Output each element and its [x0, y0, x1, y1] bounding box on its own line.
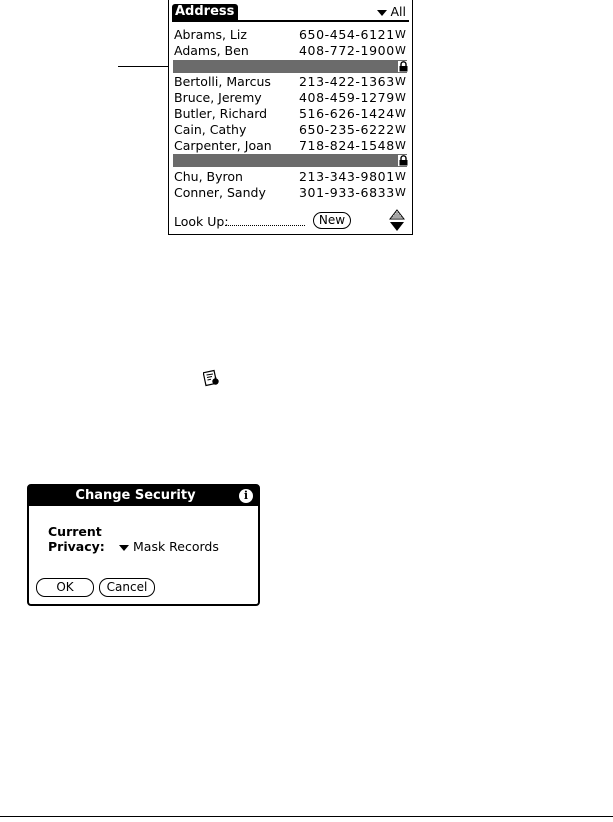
phone-type: W [395, 75, 406, 89]
address-row[interactable] [173, 27, 407, 43]
address-row[interactable] [173, 74, 407, 90]
address-row[interactable] [173, 169, 407, 185]
dropdown-triangle-icon [377, 10, 387, 16]
address-titlebar [172, 4, 409, 22]
contact-name: Bruce, Jeremy [174, 90, 262, 106]
lookup-input[interactable] [225, 225, 305, 226]
phone-type: W [395, 170, 406, 184]
contact-name: Abrams, Liz [174, 27, 247, 42]
callout-line [118, 66, 169, 67]
privacy-value: Mask Records [133, 539, 219, 554]
address-list [173, 27, 407, 201]
privacy-picker[interactable] [119, 539, 219, 554]
contact-phone: 213-343-9801 [299, 169, 395, 185]
new-button[interactable]: New [313, 212, 351, 229]
dialog-titlebar [29, 486, 258, 506]
category-value: All [390, 4, 406, 19]
contact-phone: 516-626-1424 [299, 105, 395, 121]
app-title: Address [172, 4, 238, 20]
privacy-label: Privacy: [48, 539, 105, 554]
contact-phone: 408-772-1900 [299, 42, 395, 58]
address-row[interactable] [173, 185, 407, 201]
address-row[interactable] [173, 43, 407, 59]
dialog-title: Change Security [75, 488, 196, 503]
lock-icon [398, 155, 409, 166]
contact-phone: 301-933-6833 [299, 184, 395, 200]
phone-type: W [395, 185, 406, 199]
address-row[interactable] [173, 90, 407, 106]
category-picker[interactable] [377, 4, 407, 20]
address-row[interactable] [173, 122, 407, 138]
page-bottom-rule [0, 816, 613, 817]
contact-phone: 718-824-1548 [299, 137, 395, 153]
scroll-arrows-icon[interactable] [389, 209, 405, 233]
masked-record-row[interactable] [173, 60, 407, 73]
contact-phone: 213-422-1363 [299, 74, 395, 90]
cancel-button[interactable]: Cancel [99, 578, 155, 597]
phone-type: W [395, 122, 406, 136]
dropdown-triangle-icon [119, 545, 129, 551]
change-security-dialog [27, 484, 260, 606]
security-icon[interactable] [203, 369, 219, 387]
contact-name: Chu, Byron [174, 169, 243, 185]
phone-type: W [395, 91, 406, 105]
contact-name: Butler, Richard [174, 105, 268, 121]
lookup-label: Look Up: [174, 214, 229, 229]
address-list-screen [168, 0, 413, 235]
ok-button[interactable]: OK [36, 578, 94, 597]
phone-type: W [395, 106, 406, 120]
contact-phone: 408-459-1279 [299, 90, 395, 106]
current-label: Current [48, 524, 102, 539]
phone-type: W [395, 28, 406, 41]
contact-name: Carpenter, Joan [174, 137, 272, 153]
contact-phone: 650-235-6222 [299, 121, 395, 137]
address-row[interactable] [173, 106, 407, 122]
contact-name: Adams, Ben [174, 42, 249, 58]
info-icon[interactable]: i [239, 489, 253, 503]
address-row[interactable] [173, 138, 407, 154]
contact-name: Cain, Cathy [174, 121, 247, 137]
contact-phone: 650-454-6121 [299, 27, 395, 42]
phone-type: W [395, 43, 406, 57]
phone-type: W [395, 138, 406, 152]
masked-record-row[interactable] [173, 154, 407, 167]
lock-icon [398, 61, 409, 72]
contact-name: Bertolli, Marcus [174, 74, 271, 90]
contact-name: Conner, Sandy [174, 184, 266, 200]
